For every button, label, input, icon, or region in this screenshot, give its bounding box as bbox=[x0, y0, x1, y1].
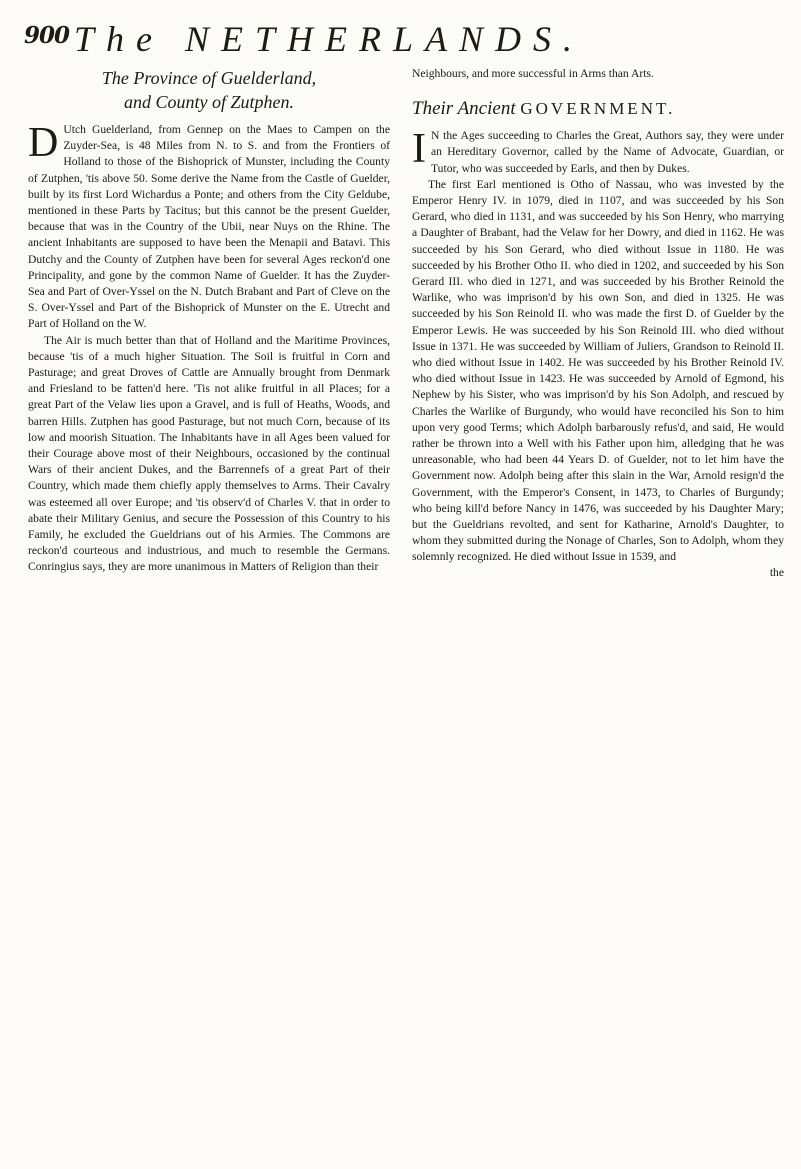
province-subtitle: and County of Zutphen. bbox=[124, 92, 294, 112]
province-title: The Province of Guelderland, bbox=[101, 68, 317, 88]
government-title-italic: Their Ancient bbox=[412, 98, 516, 120]
paragraph-governors bbox=[412, 128, 784, 177]
page-number: 900 bbox=[24, 22, 70, 49]
drop-cap: I bbox=[412, 126, 426, 173]
government-title-caps: GOVERNMENT. bbox=[520, 99, 676, 119]
paragraph-continuation: Neighbours, and more successful in Arms than Arts. bbox=[412, 67, 654, 80]
running-head bbox=[24, 4, 784, 64]
right-column bbox=[412, 66, 784, 590]
government-title bbox=[412, 98, 784, 120]
paragraph-governors-text: N the Ages succeeding to Charles the Great, Authors say, they were under an Hereditary Governor, called by the Name of Advocate, Guardian, or Tutor, who was succeeded by Earls, and then by Dukes. bbox=[431, 129, 784, 175]
paragraph-extent-text: Utch Guelderland, from Gennep on the Maes to Campen on the Zuyder-Sea, is 48 Miles from N. to S. and from the Frontiers of Holland to those of the Bishoprick of Munster, including the County of Zutphen, 'tis above 50. Some derive the Name from the Castle of Guelder, built by its first Lord Wichardus a Ponte; and others from the City Geldube, mentioned in these Parts by Tacitus; but this cannot be the present Guelder, because that was in the Country of the Ubii, near Nuys on the Rhine. The ancient Inhabitants are supposed to have been the Menapii and Batavi. This Dutchy and the County of Zutphen have been for several Ages reckon'd one Principality, and gone by the common Name of Guelder. It has the Zuyder-Sea and Part of Over-Yssel on the N. Dutch Brabant and Part of Cleve on the S. Over-Yssel and Part of the Bishoprick of Munster on the E. Utrecht and Part of Holland on the W. bbox=[28, 123, 390, 331]
catchword: the bbox=[769, 565, 784, 579]
running-title: The NETHERLANDS. bbox=[74, 19, 585, 59]
paragraph-air-soil: The Air is much better than that of Holland and the Maritime Provinces, because 'tis of a much higher Situation. The Soil is fruitful in Corn and Pasturage; and great Droves of Cattle are Annually brought from Denmark and Friesland to be fatten'd here. 'Tis not alike fruitful in all Places; for a great Part of the Velaw lies upon a Gravel, and is full of Heaths, Woods, and barren Hills. Zutphen has good Pasturage, but not much Corn, because of its low and moorish Situation. The Inhabitants have in all Ages been valued for their Courage above most of their Neighbours, occasioned by the continual Wars of their ancient Dukes, and the Barrennefs of a great Part of their Country, which made them chiefly apply themselves to Arms. Their Cavalry was esteemed all over Europe; and 'tis observ'd of Charles V. that in order to abate their Military Genius, and secure the Possession of this Country to his Family, he excluded the Gueldrians out of his Armies. The Commons are reckon'd courteous and industrious, and much to resemble the Germans. Conringius says, they are more unanimous in Matters of Religion than their bbox=[28, 333, 390, 574]
paragraph-extent bbox=[28, 122, 390, 333]
paragraph-earls-dukes: The first Earl mentioned is Otho of Nassau, who was invested by the Emperor Henry IV. in 1079, died in 1107, and was succeeded by his Son Gerard, who died in 1131, and was succeeded by his Son Henry, who marrying a Daughter of Brabant, had the Velaw for her Dowry, and died in 1162. He was succeeded by his Son Gerard, who died without Issue in 1180. He was succeeded by his Brother Otho II. who died in 1202, and succeeded by his Son Gerard III. who died in 1271, and was succeeded by his Brother Reinold the Warlike, who was imprison'd by his own Son, and died in 1325. He was succeeded by his Son Reinold II. who was made the first D. of Guelder by the Emperor Lewis. He was succeeded by his Son Reinold III. who died without Issue in 1371. He was succeeded by William of Juliers, Grandson to Reinold II. who died without Issue in 1402. He was succeeded by his Brother Reinold IV. who died without Issue in 1423. He was succeeded by Arnold of Egmond, his Nephew by his Sister, who was imprison'd by his Son Adolph, and rescued by Charles the Warlike of Burgundy, who would have reconciled his Son to him upon very good Terms; which Adolph barbarously refus'd, and said, He would rather be thrown into a Well with his Father upon him, alledging that he was unreasonable, who had been 44 Years D. of Guelder, not to let him have the Government now. Adolph being after this slain in the War, Arnold resign'd the Government, with the Emperor's Consent, in 1473, to Charles of Burgundy; who being kill'd before Nancy in 1476, was succeeded by his Daughter Mary; but the Gueldrians revolted, and sent for Katharine, Arnold's Daughter, to whom they submitted during the Nonage of Charles, Son to Adolph, whom they solemnly recognized. He died without Issue in 1539, and bbox=[412, 177, 784, 564]
drop-cap: D bbox=[28, 120, 59, 166]
left-column bbox=[28, 66, 390, 576]
